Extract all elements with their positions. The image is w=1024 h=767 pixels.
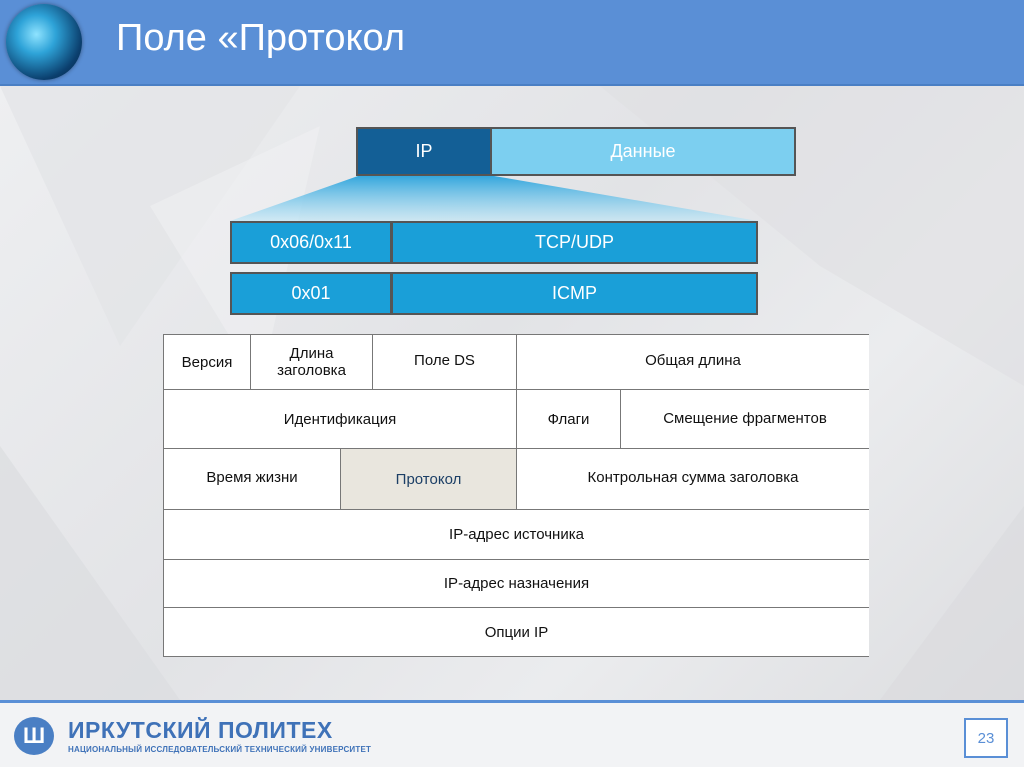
university-logo-icon: Ш — [14, 717, 54, 755]
protocol-value-tcp-udp: 0x06/0x11 — [230, 221, 392, 264]
field-identification: Идентификация — [164, 390, 517, 449]
field-protocol: Протокол — [341, 449, 517, 510]
ip-header-table — [163, 334, 869, 657]
field-destination-address: IP-адрес назначения — [164, 560, 869, 608]
field-fragment-offset: Смещение фрагментов — [621, 390, 869, 449]
protocol-name-tcp-udp: TCP/UDP — [391, 221, 758, 264]
field-ttl: Время жизни — [164, 449, 341, 510]
university-name: ИРКУТСКИЙ ПОЛИТЕХ — [68, 717, 333, 743]
protocol-name-icmp: ICMP — [391, 272, 758, 315]
protocol-value-icmp: 0x01 — [230, 272, 392, 315]
page-number: 23 — [964, 718, 1008, 758]
field-source-address: IP-адрес источника — [164, 510, 869, 560]
slide-footer — [0, 703, 1024, 767]
field-flags: Флаги — [517, 390, 621, 449]
field-version: Версия — [164, 335, 251, 390]
slide-title: Поле «Протокол — [116, 17, 405, 59]
ip-segment: IP — [356, 127, 492, 176]
field-total-length: Общая длина — [517, 335, 869, 390]
field-checksum: Контрольная сумма заголовка — [517, 449, 869, 510]
field-options: Опции IP — [164, 608, 869, 656]
university-subtitle: НАЦИОНАЛЬНЫЙ ИССЛЕДОВАТЕЛЬСКИЙ ТЕХНИЧЕСКИЙ УНИВЕРСИТЕТ — [68, 745, 372, 754]
field-header-length: Длина заголовка — [251, 335, 373, 390]
data-segment: Данные — [492, 127, 796, 176]
field-ds: Поле DS — [373, 335, 517, 390]
